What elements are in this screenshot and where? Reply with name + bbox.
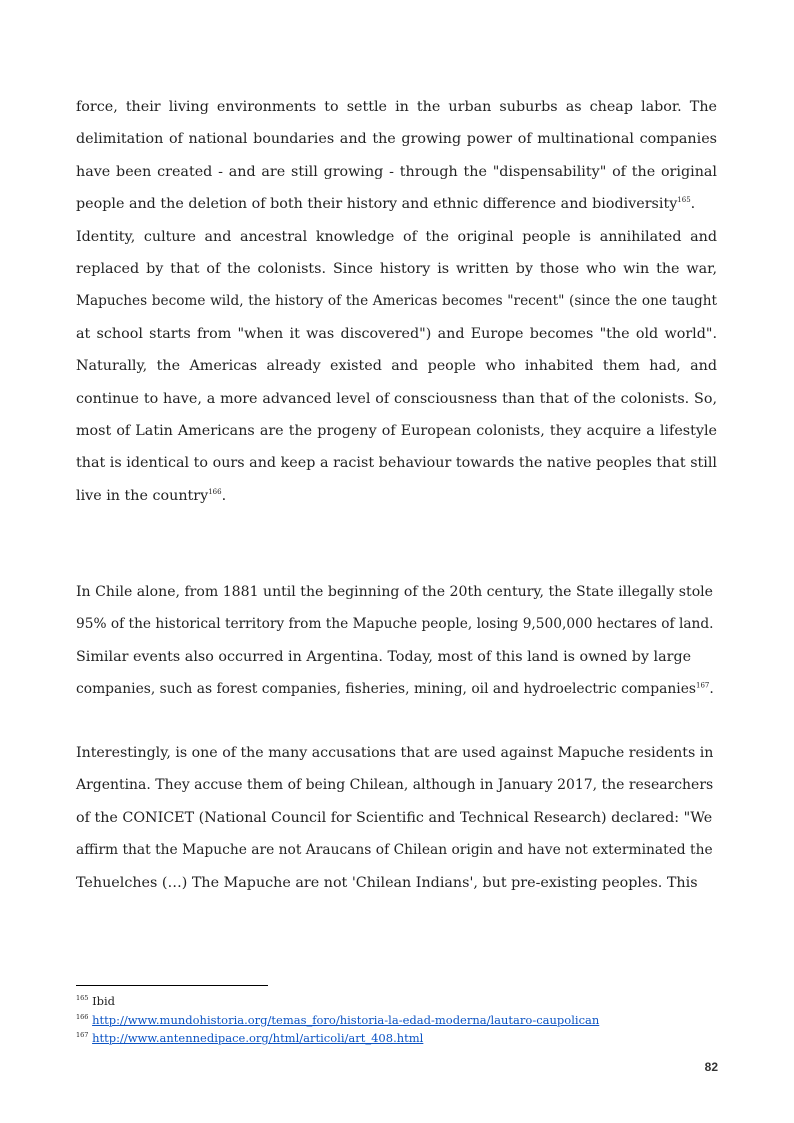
footnote-text: Ibid xyxy=(92,994,116,1008)
body-paragraph-4 xyxy=(76,737,717,899)
text-line: In Chile alone, from 1881 until the beginning of the 20th century, the State illegally stole xyxy=(76,584,713,600)
footnote-165 xyxy=(76,994,115,1009)
text-line: continue to have, a more advanced level of consciousness than that of the colonists. So, xyxy=(76,390,717,407)
footnote-link[interactable]: http://www.mundohistoria.org/temas_foro/historia-la-edad-moderna/lautaro-caupolican xyxy=(92,1013,600,1027)
text-line: Similar events also occurred in Argentina. Today, most of this land is owned by large xyxy=(76,648,692,665)
text-line: Tehuelches (…) The Mapuche are not 'Chilean Indians', but pre-existing peoples. This xyxy=(76,874,698,891)
body-paragraph-2 xyxy=(76,221,717,513)
text-line: of the CONICET (National Council for Scientific and Technical Research) declared: "We xyxy=(76,809,713,826)
text-line-last: live in the country$^{166}$. xyxy=(76,487,227,504)
footnote-ref: 167 xyxy=(695,681,710,690)
text-line: affirm that the Mapuche are not Araucans of Chilean origin and have not exterminated the xyxy=(76,842,713,859)
body-paragraph-3 xyxy=(76,576,717,706)
text-line: Identity, culture and ancestral knowledge of the original people is annihilated and xyxy=(76,228,717,245)
text-line: Naturally, the Americas already existed and people who inhabited them had, and xyxy=(76,358,717,375)
text-line: Mapuches become wild, the history of the Americas becomes "recent" (since the one taught xyxy=(76,293,717,310)
text-line: force, their living environments to settle in the urban suburbs as cheap labor. The xyxy=(76,99,717,115)
text-line: Argentina. They accuse them of being Chilean, although in January 2017, the researchers xyxy=(76,777,714,794)
text-line: at school starts from "when it was discovered") and Europe becomes "the old world". xyxy=(76,325,717,342)
text-line: delimitation of national boundaries and the growing power of multinational companies xyxy=(76,131,717,148)
text-line: have been created - and are still growing - through the "dispensability" of the original xyxy=(76,163,717,180)
footnote-link[interactable]: http://www.antennedipace.org/html/articoli/art_408.html xyxy=(92,1031,424,1045)
footnote-166 xyxy=(76,1013,599,1028)
footnote-number: 167 xyxy=(76,1031,89,1040)
footnote-ref: 166 xyxy=(208,488,222,497)
text-line: 95% of the historical territory from the Mapuche people, losing 9,500,000 hectares of land. xyxy=(76,616,714,633)
text-line: that is identical to ours and keep a racist behaviour towards the native peoples that still xyxy=(76,455,717,472)
text-line: Interestingly, is one of the many accusations that are used against Mapuche residents in xyxy=(76,745,714,761)
text-line-last: people and the deletion of both their history and ethnic difference and biodiversity$^{165}$. xyxy=(76,196,696,213)
footnote-ref: 165 xyxy=(677,196,691,205)
body-paragraph-1 xyxy=(76,91,717,221)
footnote-separator xyxy=(76,985,268,986)
footnote-number: 166 xyxy=(76,1013,89,1022)
text-line: replaced by that of the colonists. Since history is written by those who win the war, xyxy=(76,261,717,277)
footnote-167 xyxy=(76,1031,423,1046)
text-line: most of Latin Americans are the progeny of European colonists, they acquire a lifestyle xyxy=(76,423,717,440)
page-number: 82 xyxy=(704,1060,718,1074)
text-line-last: companies, such as forest companies, fisheries, mining, oil and hydroelectric companies$^{167}$. xyxy=(76,681,714,698)
footnote-number: 165 xyxy=(76,994,89,1003)
